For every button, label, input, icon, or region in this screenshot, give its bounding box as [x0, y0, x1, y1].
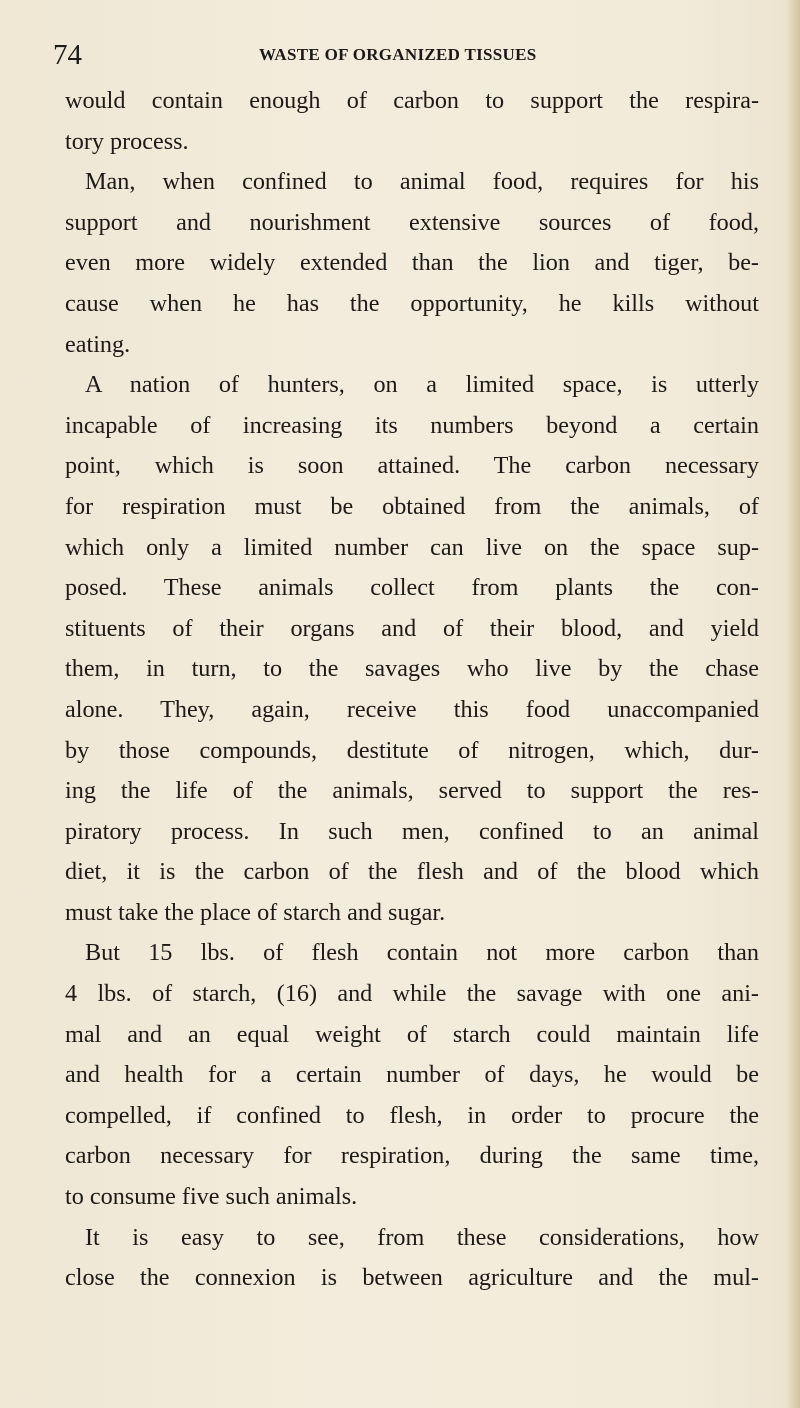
text-line: close the connexion is between agriculture and the mul-: [65, 1264, 759, 1292]
text-line: for respiration must be obtained from the animals, of: [65, 492, 759, 520]
page-number: 74: [53, 39, 82, 71]
text-line: eating.: [65, 330, 131, 358]
text-line: point, which is soon attained. The carbon necessary: [65, 452, 759, 480]
text-line: diet, it is the carbon of the flesh and of the blood which: [65, 858, 759, 886]
body-text: [65, 81, 759, 1299]
text-line: them, in turn, to the savages who live by the chase: [65, 655, 759, 683]
text-line: and health for a certain number of days, he would be: [65, 1061, 759, 1089]
text-line: But 15 lbs. of flesh contain not more carbon than: [85, 939, 759, 967]
text-line: by those compounds, destitute of nitrogen, which, dur-: [65, 736, 759, 764]
text-line: ing the life of the animals, served to support the res-: [65, 777, 759, 805]
text-line: stituents of their organs and of their blood, and yield: [65, 614, 759, 642]
page-edge-shadow: [786, 0, 800, 1408]
text-line: tory process.: [65, 127, 189, 155]
text-line: which only a limited number can live on the space sup-: [65, 533, 759, 561]
running-title: WASTE OF ORGANIZED TISSUES: [259, 45, 537, 64]
text-line: 4 lbs. of starch, (16) and while the savage with one ani-: [65, 980, 759, 1008]
text-line: incapable of increasing its numbers beyond a certain: [65, 411, 759, 439]
text-line: alone. They, again, receive this food unaccompanied: [65, 695, 759, 723]
text-line: posed. These animals collect from plants the con-: [65, 574, 759, 602]
text-line: Man, when confined to animal food, requires for his: [85, 168, 759, 196]
text-line: compelled, if confined to flesh, in order to procure the: [65, 1101, 759, 1129]
text-line: cause when he has the opportunity, he kills without: [65, 289, 759, 317]
text-line: mal and an equal weight of starch could maintain life: [65, 1020, 759, 1048]
running-head: [53, 36, 753, 76]
text-line: A nation of hunters, on a limited space, is utterly: [85, 371, 759, 399]
text-line: must take the place of starch and sugar.: [65, 898, 446, 926]
text-line: to consume five such animals.: [65, 1183, 358, 1211]
text-line: would contain enough of carbon to support the respira-: [65, 87, 759, 114]
text-line: even more widely extended than the lion and tiger, be-: [65, 249, 759, 277]
text-line: piratory process. In such men, confined to an animal: [65, 817, 759, 845]
text-line: carbon necessary for respiration, during the same time,: [65, 1142, 759, 1170]
text-line: support and nourishment extensive sources of food,: [65, 208, 759, 236]
text-line: It is easy to see, from these considerations, how: [85, 1223, 759, 1251]
